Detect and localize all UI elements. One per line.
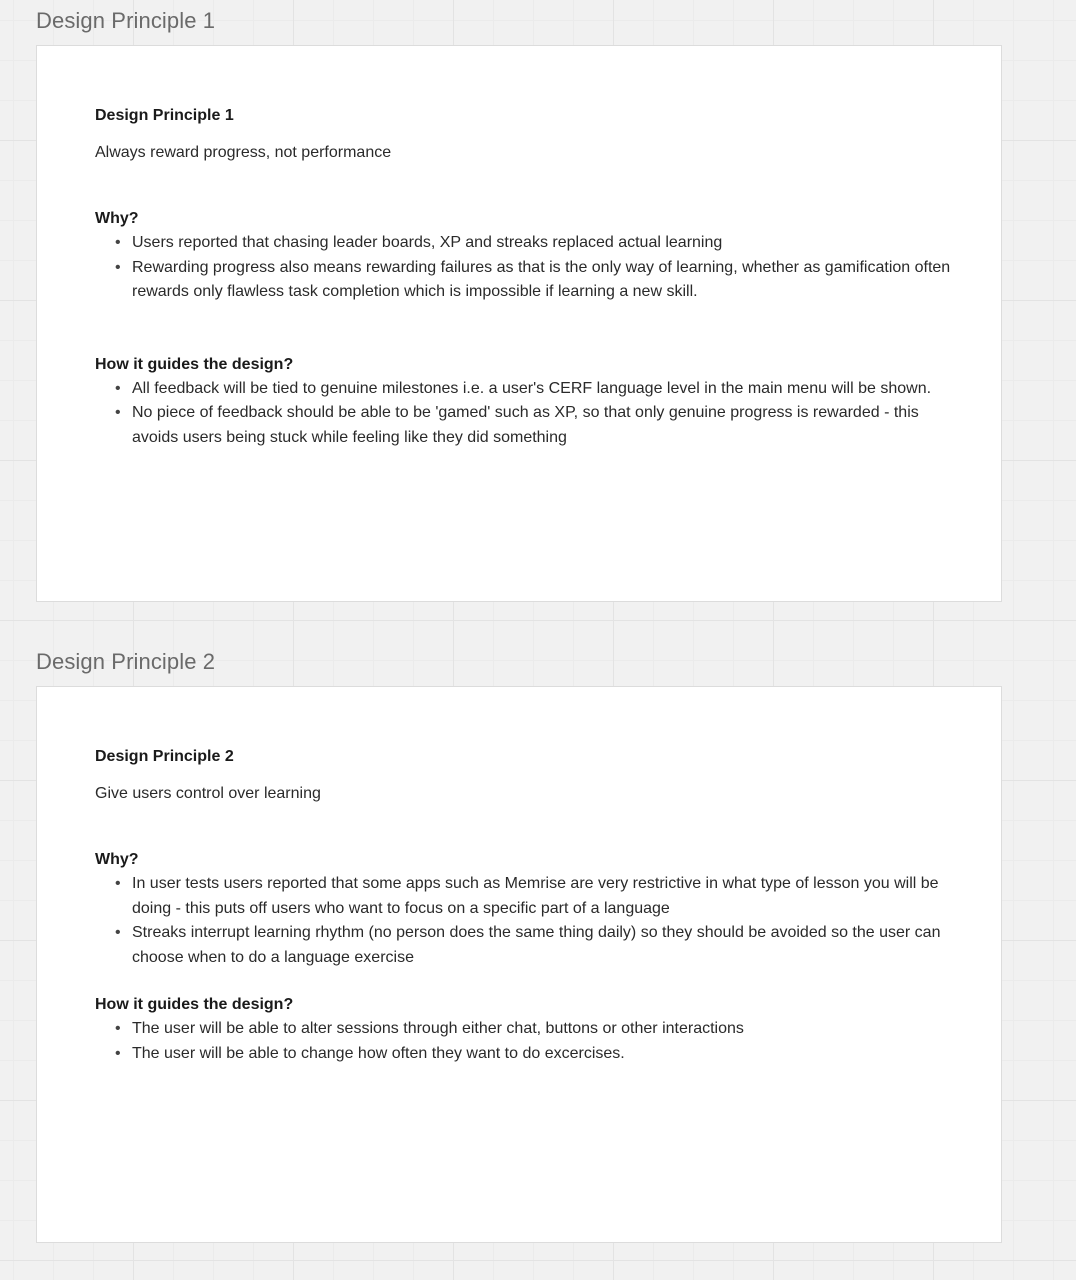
- frame-text-block: [95, 104, 955, 451]
- frame-label[interactable]: Design Principle 2: [36, 649, 216, 674]
- list-item-text: Streaks interrupt learning rhythm (no person does the same thing daily) so they should be avoided so the user can choose when to do a language exercise: [132, 924, 941, 966]
- frame-text-block: [95, 745, 955, 1067]
- list-item: [95, 1017, 955, 1042]
- frame-label[interactable]: Design Principle 1: [36, 8, 216, 33]
- list-item-text: Users reported that chasing leader boards, XP and streaks replaced actual learning: [132, 234, 723, 251]
- list-item: [95, 401, 955, 450]
- how-bullet-list: [95, 377, 955, 451]
- list-item: [95, 256, 955, 305]
- design-principle-frame[interactable]: [36, 686, 1002, 1243]
- list-item-text: All feedback will be tied to genuine milestones i.e. a user's CERF language level in the main menu will be shown.: [132, 379, 932, 397]
- list-item-text: The user will be able to change how often they want to do excercises.: [132, 1044, 625, 1062]
- bullet-icon: •: [115, 1020, 121, 1038]
- bullet-icon: •: [115, 404, 121, 422]
- list-item: [95, 872, 955, 921]
- bullet-icon: •: [115, 379, 121, 397]
- list-item: [95, 921, 955, 970]
- bullet-icon: •: [115, 258, 121, 276]
- list-item-text: The user will be able to alter sessions through either chat, buttons or other interactions: [132, 1020, 744, 1038]
- bullet-icon: •: [115, 234, 121, 251]
- principle-heading: Design Principle 1: [95, 107, 234, 124]
- principle-heading: Design Principle 2: [95, 748, 234, 765]
- list-item: [95, 231, 955, 256]
- list-item-text: In user tests users reported that some apps such as Memrise are very restrictive in what type of lesson you will be doing - this puts off users who want to focus on a specific part of a language: [132, 875, 939, 917]
- why-bullet-list: [95, 872, 955, 970]
- how-bullet-list: [95, 1017, 955, 1066]
- how-section-title: How it guides the design?: [95, 996, 294, 1014]
- list-item-text: No piece of feedback should be able to be 'gamed' such as XP, so that only genuine progress is rewarded - this avoids users being stuck while feeling like they did something: [132, 404, 919, 446]
- principle-statement: Always reward progress, not performance: [95, 144, 392, 161]
- principle-statement: Give users control over learning: [95, 785, 321, 802]
- bullet-icon: •: [115, 875, 121, 892]
- how-section-title: How it guides the design?: [95, 355, 294, 373]
- list-item: [95, 1042, 955, 1067]
- why-section-title: Why?: [95, 210, 139, 227]
- bullet-icon: •: [115, 1044, 121, 1062]
- why-bullet-list: [95, 231, 955, 305]
- bullet-icon: •: [115, 924, 121, 942]
- why-section-title: Why?: [95, 851, 139, 868]
- list-item: [95, 377, 955, 402]
- list-item-text: Rewarding progress also means rewarding failures as that is the only way of learning, whether as gamification often rewards only flawless task completion which is impossible if learning a new skill.: [132, 258, 951, 301]
- design-principle-frame[interactable]: [36, 45, 1002, 602]
